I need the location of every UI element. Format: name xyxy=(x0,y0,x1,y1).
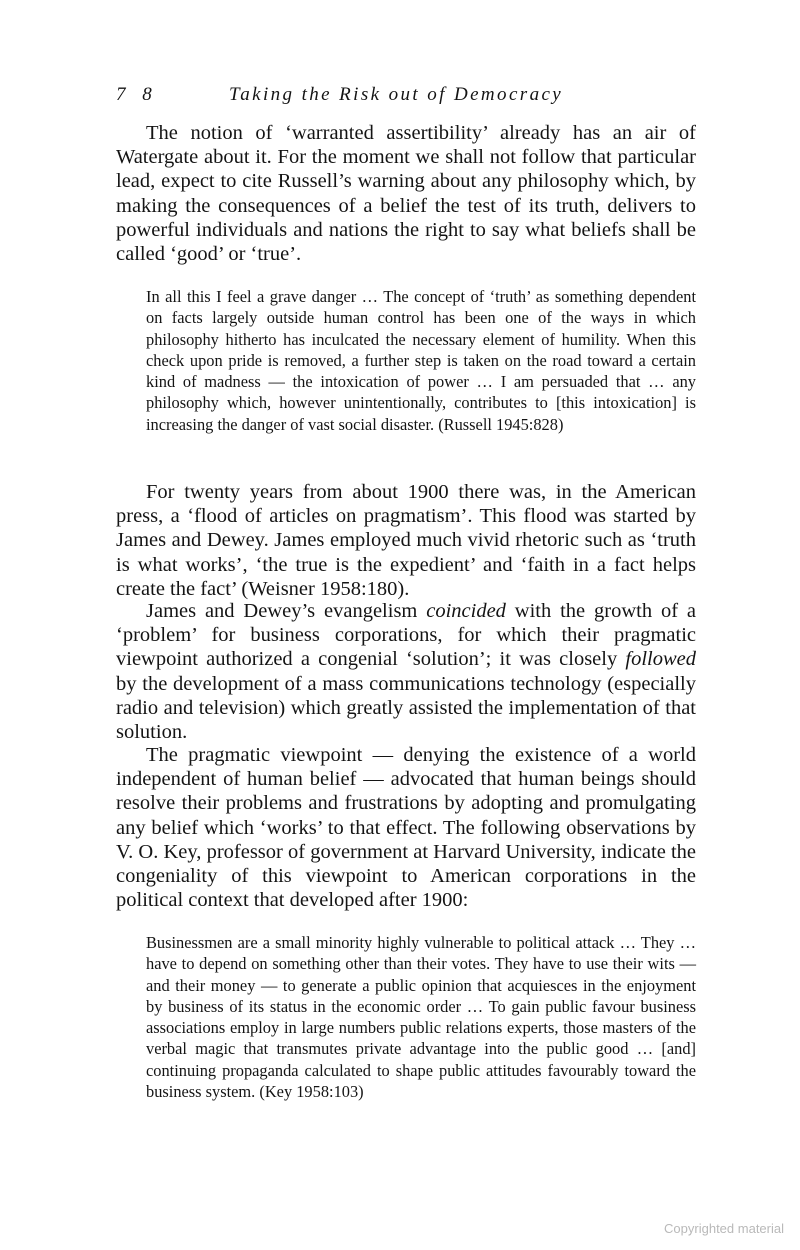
paragraph-pragmatic-viewpoint xyxy=(116,743,696,912)
paragraph-warranted-assertibility xyxy=(116,121,696,266)
text-run: James and Dewey’s evangelism xyxy=(146,600,427,622)
paragraph-evangelism xyxy=(116,599,696,744)
paragraph-text xyxy=(116,599,696,744)
paragraph-text: For twenty years from about 1900 there was, in the American press, a ‘flood of articles on pragmatism’. This flood was started by James and Dewey. James employed much vivid rhetoric such as ‘truth is what works’, ‘the true is the expedient’ and ‘faith in a fact helps create the fact’ (Weisner 1958:180). xyxy=(116,481,696,600)
running-head xyxy=(116,84,696,112)
block-quote-russell: In all this I feel a grave danger … The concept of ‘truth’ as something dependent on facts largely outside human control has been one of the ways in which philosophy hitherto has inculcated the necessary element of humility. When this check upon pride is removed, a further step is taken on the road toward a certain kind of madness — the intoxication of power … I am persuaded that … any philosophy which, however unintentionally, contributes to [this intoxication] is increasing the danger of vast social disaster. (Russell 1945:828) xyxy=(146,287,696,434)
copyright-watermark: Copyrighted material xyxy=(664,1221,784,1236)
text-run: with the growth of a ‘problem’ for business corporations, for which their pragmatic viewpoint authorized a congenial ‘solution’; it was closely xyxy=(116,600,696,671)
paragraph-text: The pragmatic viewpoint — denying the existence of a world independent of human belief — advocated that human beings should resolve their problems and frustrations by adopting and promulgating any belief which ‘works’ to that effect. The following observations by V. O. Key, professor of government at Harvard University, indicate the congeniality of this viewpoint to American corporations in the political context that developed after 1900: xyxy=(116,744,696,912)
paragraph-pragmatism-flood xyxy=(116,480,696,601)
book-title: Taking the Risk out of Democracy xyxy=(229,84,564,105)
paragraph-text: The notion of ‘warranted assertibility’ already has an air of Watergate about it. For the moment we shall not follow that particular lead, expect to cite Russell’s warning about any philosophy which, by making the consequences of a belief the test of its truth, delivers to powerful individuals and nations the right to say what beliefs shall be called ‘good’ or ‘true’. xyxy=(116,122,696,266)
text-run: by the development of a mass communications technology (especially radio and television) which greatly assisted the implementation of that solution. xyxy=(116,672,696,744)
page-number: 7 8 xyxy=(116,84,158,105)
emphasis-coincided: coincided xyxy=(426,600,506,622)
emphasis-followed: followed xyxy=(625,648,696,671)
block-quote-key: Businessmen are a small minority highly vulnerable to political attack … They … have to depend on something other than their votes. They have to use their wits — and their money — to generate a public opinion that acquiesces in the enjoyment by business of its status in the economic order … To gain public favour business associations employ in large numbers public relations experts, those masters of the verbal magic that transmutes private advantage into the public good … [and] continuing propaganda calculated to shape public attitudes favourably toward the business system. (Key 1958:103) xyxy=(146,933,696,1102)
